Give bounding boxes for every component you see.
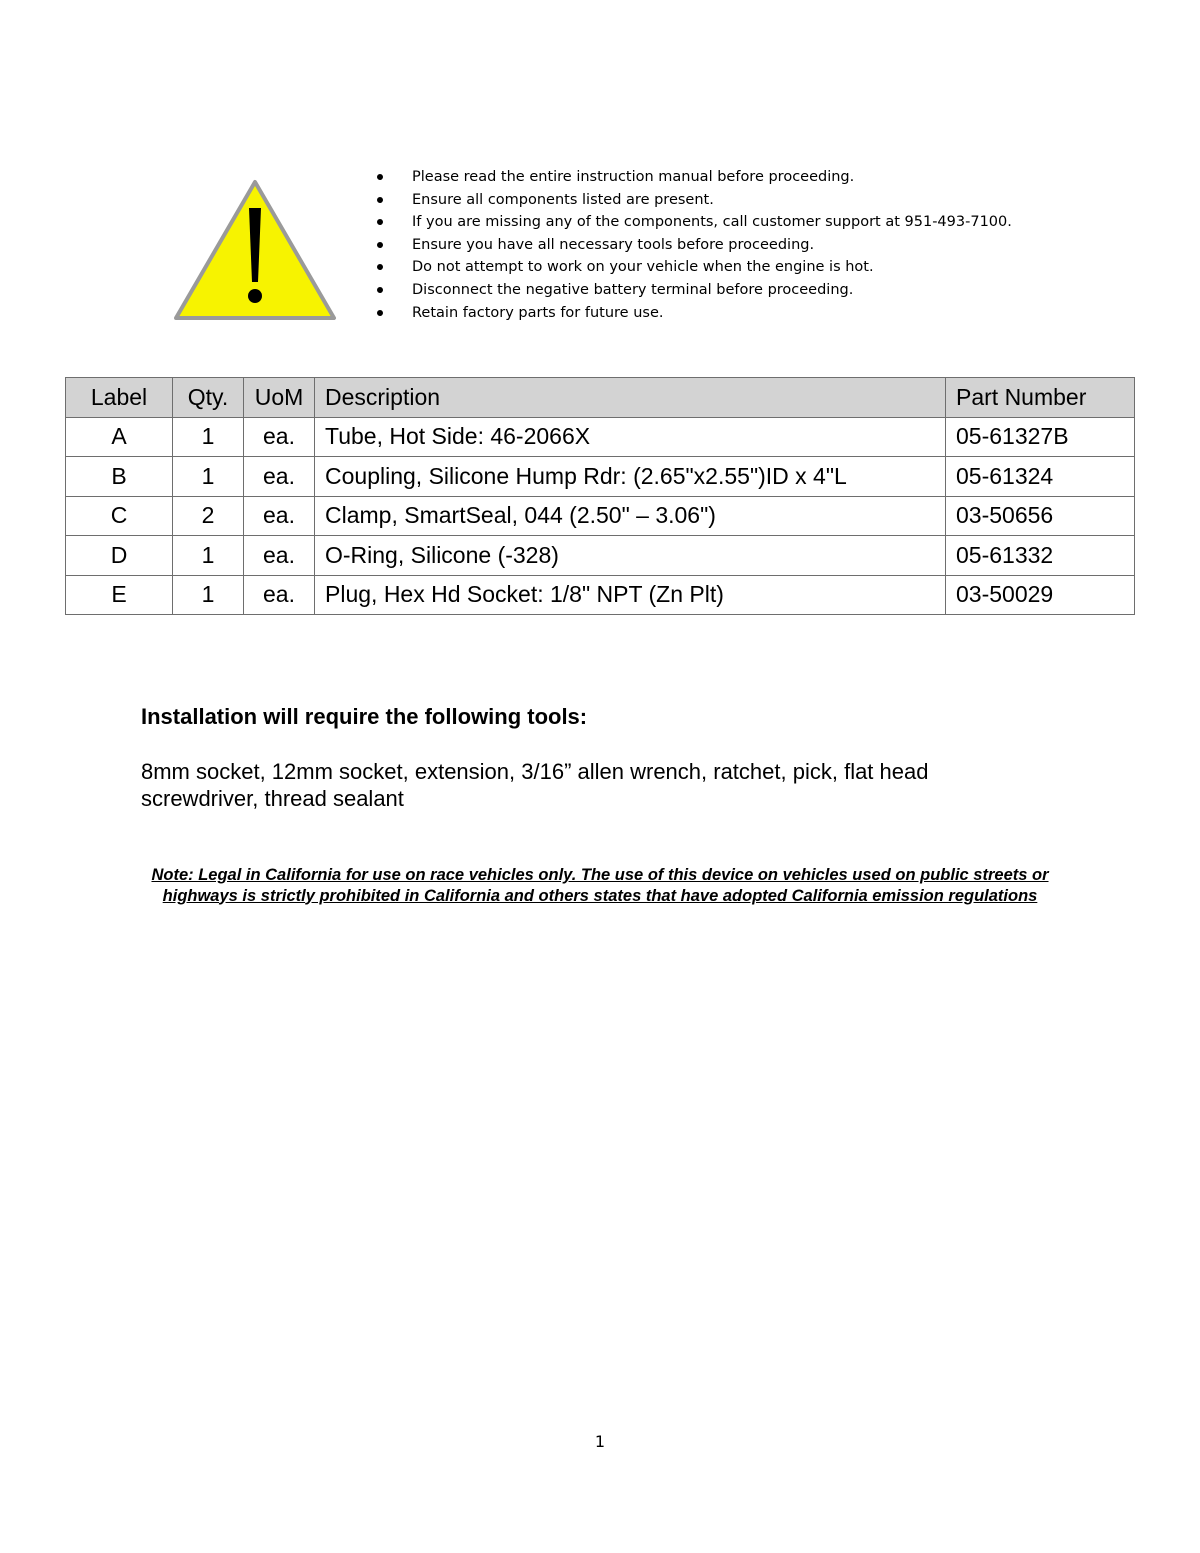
page-number: 1 bbox=[594, 1432, 606, 1451]
cell-description: Plug, Hex Hd Socket: 1/8" NPT (Zn Plt) bbox=[315, 575, 946, 615]
warning-triangle-icon bbox=[172, 178, 338, 324]
cell-uom: ea. bbox=[244, 575, 315, 615]
tools-list: 8mm socket, 12mm socket, extension, 3/16” allen wrench, ratchet, pick, flat head screwdriver, thread sealant bbox=[141, 759, 929, 811]
parts-table bbox=[65, 377, 1135, 615]
cell-part-number: 03-50029 bbox=[946, 575, 1135, 615]
list-item: Disconnect the negative battery terminal before proceeding. bbox=[374, 279, 1012, 302]
cell-qty: 1 bbox=[173, 457, 244, 497]
list-item: If you are missing any of the components, call customer support at 951-493-7100. bbox=[374, 211, 1012, 234]
safety-instructions-list bbox=[374, 166, 1012, 324]
cell-label: B bbox=[66, 457, 173, 497]
cell-part-number: 05-61332 bbox=[946, 536, 1135, 576]
cell-label: A bbox=[66, 417, 173, 457]
list-item: Do not attempt to work on your vehicle when the engine is hot. bbox=[374, 256, 1012, 279]
cell-description: O-Ring, Silicone (-328) bbox=[315, 536, 946, 576]
cell-qty: 1 bbox=[173, 575, 244, 615]
legal-note: Note: Legal in California for use on race vehicles only. The use of this device on vehicles used on public streets or highways is strictly prohibited in California and others states that have adopted California emission regulations bbox=[151, 866, 1049, 905]
cell-description: Clamp, SmartSeal, 044 (2.50" – 3.06") bbox=[315, 496, 946, 536]
cell-uom: ea. bbox=[244, 536, 315, 576]
column-header-description: Description bbox=[315, 378, 946, 418]
cell-label: D bbox=[66, 536, 173, 576]
list-item: Retain factory parts for future use. bbox=[374, 302, 1012, 325]
cell-description: Coupling, Silicone Hump Rdr: (2.65"x2.55")ID x 4"L bbox=[315, 457, 946, 497]
cell-part-number: 05-61327B bbox=[946, 417, 1135, 457]
cell-part-number: 03-50656 bbox=[946, 496, 1135, 536]
table-row bbox=[66, 496, 1135, 536]
table-row bbox=[66, 536, 1135, 576]
cell-uom: ea. bbox=[244, 457, 315, 497]
cell-part-number: 05-61324 bbox=[946, 457, 1135, 497]
column-header-part-number: Part Number bbox=[946, 378, 1135, 418]
tools-heading: Installation will require the following tools: bbox=[141, 704, 588, 729]
column-header-qty: Qty. bbox=[173, 378, 244, 418]
list-item: Ensure all components listed are present. bbox=[374, 189, 1012, 212]
cell-uom: ea. bbox=[244, 417, 315, 457]
column-header-label: Label bbox=[66, 378, 173, 418]
table-row bbox=[66, 575, 1135, 615]
cell-qty: 1 bbox=[173, 417, 244, 457]
cell-description: Tube, Hot Side: 46-2066X bbox=[315, 417, 946, 457]
list-item: Ensure you have all necessary tools before proceeding. bbox=[374, 234, 1012, 257]
table-row bbox=[66, 417, 1135, 457]
cell-label: C bbox=[66, 496, 173, 536]
table-row bbox=[66, 457, 1135, 497]
table-header-row bbox=[66, 378, 1135, 418]
cell-uom: ea. bbox=[244, 496, 315, 536]
cell-qty: 2 bbox=[173, 496, 244, 536]
column-header-uom: UoM bbox=[244, 378, 315, 418]
list-item: Please read the entire instruction manual before proceeding. bbox=[374, 166, 1012, 189]
cell-label: E bbox=[66, 575, 173, 615]
cell-qty: 1 bbox=[173, 536, 244, 576]
